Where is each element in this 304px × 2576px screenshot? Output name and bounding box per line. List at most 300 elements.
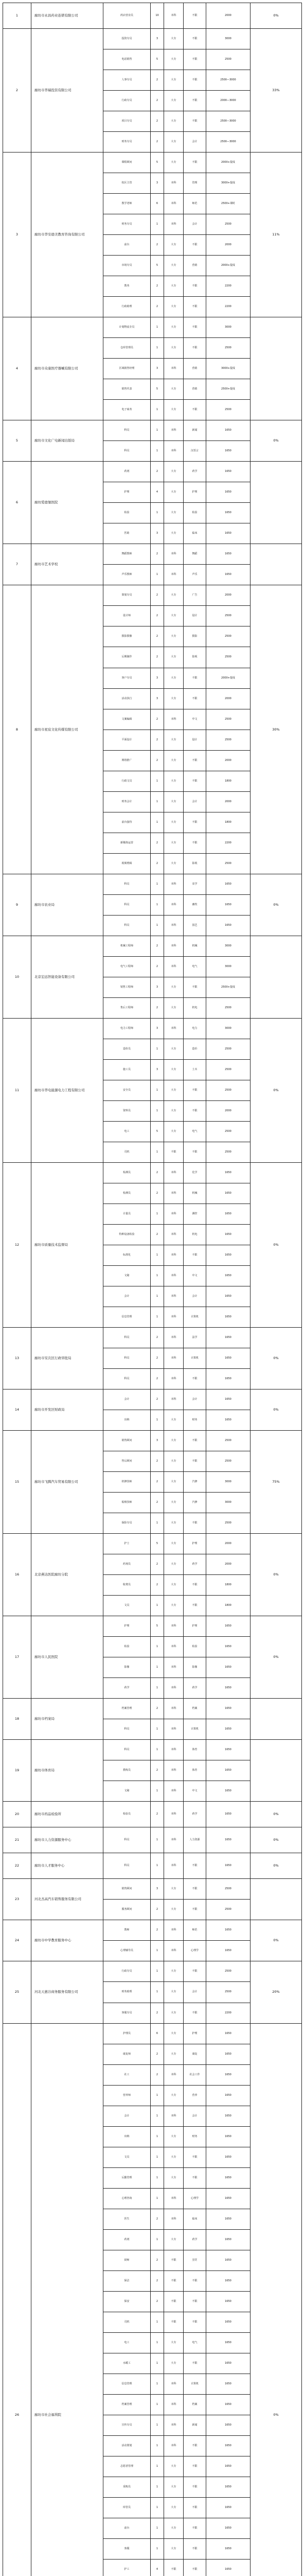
ratio-cell: 20% bbox=[251, 1961, 302, 2023]
table-row bbox=[3, 1853, 302, 1879]
ratio-cell: 0% bbox=[251, 1616, 302, 1699]
major-cell: 临床 bbox=[184, 523, 206, 544]
education-cell: 大专 bbox=[164, 70, 184, 91]
education-cell: 本科 bbox=[164, 2435, 184, 2456]
salary-cell: 1650 bbox=[206, 2147, 251, 2167]
salary-cell: 1650 bbox=[206, 1224, 251, 1245]
education-cell: 本科 bbox=[164, 1286, 184, 1307]
count-cell: 1 bbox=[151, 791, 164, 812]
education-cell: 本科 bbox=[164, 1348, 184, 1369]
count-cell: 1 bbox=[151, 2394, 164, 2415]
education-cell: 本科 bbox=[164, 194, 184, 214]
education-cell: 不限 bbox=[164, 2559, 184, 2576]
position-cell: 护工 bbox=[103, 2559, 151, 2576]
major-cell: 不限 bbox=[184, 111, 206, 132]
count-cell: 5 bbox=[151, 1121, 164, 1142]
company-name: 廊坊市药品检验所 bbox=[31, 1802, 103, 1827]
count-cell: 1 bbox=[151, 915, 164, 936]
salary-cell: 1650 bbox=[206, 2559, 251, 2576]
major-cell: 不限 bbox=[184, 1879, 206, 1900]
position-cell: 司机 bbox=[103, 2312, 151, 2332]
count-cell: 3 bbox=[151, 29, 164, 49]
major-cell: 护理 bbox=[184, 482, 206, 503]
education-cell: 本科 bbox=[164, 1920, 184, 1941]
major-cell: 计算机 bbox=[184, 1307, 206, 1327]
major-cell: 不限 bbox=[184, 29, 206, 49]
position-cell: 药剂员 bbox=[103, 1554, 151, 1575]
major-cell: 影像 bbox=[184, 1657, 206, 1678]
position-cell: 策划专员 bbox=[103, 585, 151, 606]
count-cell: 1 bbox=[151, 1719, 164, 1740]
count-cell: 1 bbox=[151, 565, 164, 585]
major-cell: 不限 bbox=[184, 1451, 206, 1472]
count-cell: 2 bbox=[151, 1328, 164, 1348]
position-cell: 造价员 bbox=[103, 1039, 151, 1059]
count-cell: 1 bbox=[151, 1410, 164, 1431]
position-cell: 视频剪辑 bbox=[103, 853, 151, 874]
position-cell: 医助 bbox=[103, 523, 151, 544]
ratio-cell: 0% bbox=[251, 1018, 302, 1162]
position-cell: 科员 bbox=[103, 915, 151, 936]
salary-cell: 1650 bbox=[206, 2477, 251, 2497]
salary-cell: 1650 bbox=[206, 1827, 251, 1853]
salary-cell: 1650 bbox=[206, 565, 251, 585]
position-cell: 机械工程师 bbox=[103, 936, 151, 956]
education-cell: 本科 bbox=[164, 1204, 184, 1224]
major-cell: 影视 bbox=[184, 853, 206, 874]
position-cell: 会计 bbox=[103, 2106, 151, 2126]
count-cell: 1 bbox=[151, 1265, 164, 1286]
table-body bbox=[3, 3, 302, 2576]
salary-cell: 2000—3000 bbox=[206, 91, 251, 111]
position-cell: 宣传专员 bbox=[103, 2415, 151, 2435]
company-name: 廊坊市开发区财政局 bbox=[31, 1389, 103, 1431]
salary-cell: 1650 bbox=[206, 2456, 251, 2477]
education-cell: 本科 bbox=[164, 1018, 184, 1039]
position-cell: 文员 bbox=[103, 1596, 151, 1616]
ratio-cell: 0% bbox=[251, 1802, 302, 1827]
education-cell: 大专 bbox=[164, 688, 184, 709]
position-cell: 文秘 bbox=[103, 1781, 151, 1802]
salary-cell: 1650 bbox=[206, 544, 251, 565]
salary-cell: 1650 bbox=[206, 1286, 251, 1307]
education-cell: 本科 bbox=[164, 420, 184, 441]
education-cell: 本科 bbox=[164, 359, 184, 379]
education-cell: 大专 bbox=[164, 977, 184, 997]
row-index: 13 bbox=[3, 1328, 31, 1389]
major-cell: 护理 bbox=[184, 2023, 206, 2044]
education-cell: 不限 bbox=[164, 2291, 184, 2312]
company-name: 廊坊市艺术学校 bbox=[31, 544, 103, 585]
ratio-cell: 0% bbox=[251, 1920, 302, 1961]
major-cell: 电气 bbox=[184, 2332, 206, 2353]
table-row bbox=[3, 462, 302, 482]
major-cell: 计算机 bbox=[184, 1719, 206, 1740]
ratio-cell: 0% bbox=[251, 1827, 302, 1853]
position-cell: 科员 bbox=[103, 441, 151, 462]
salary-cell: 1650 bbox=[206, 2518, 251, 2538]
major-cell: 不限 bbox=[184, 338, 206, 359]
education-cell: 本科 bbox=[164, 1616, 184, 1637]
salary-cell: 1650 bbox=[206, 1616, 251, 1637]
major-cell: 中文 bbox=[184, 1265, 206, 1286]
position-cell: 设计师 bbox=[103, 606, 151, 626]
count-cell: 6 bbox=[151, 2023, 164, 2044]
ratio-cell: 30% bbox=[251, 585, 302, 874]
education-cell: 大专 bbox=[164, 2477, 184, 2497]
position-cell: 社工 bbox=[103, 2064, 151, 2085]
salary-cell: 2500 bbox=[206, 730, 251, 750]
education-cell: 大专 bbox=[164, 812, 184, 833]
salary-cell: 2500 bbox=[206, 1059, 251, 1080]
count-cell: 1 bbox=[151, 1982, 164, 2003]
major-cell: 师范 bbox=[184, 194, 206, 214]
salary-cell: 2000 bbox=[206, 1534, 251, 1554]
major-cell: 不限 bbox=[184, 1100, 206, 1121]
education-cell: 本科 bbox=[164, 1781, 184, 1802]
major-cell: 不限 bbox=[184, 297, 206, 317]
position-cell: 行政文员 bbox=[103, 771, 151, 791]
count-cell: 1 bbox=[151, 441, 164, 462]
count-cell: 4 bbox=[151, 482, 164, 503]
salary-cell: 1650 bbox=[206, 2435, 251, 2456]
salary-cell: 2500 bbox=[206, 1961, 251, 1982]
count-cell: 3 bbox=[151, 1431, 164, 1451]
major-cell: 不限 bbox=[184, 2477, 206, 2497]
count-cell: 4 bbox=[151, 2559, 164, 2576]
ratio-cell bbox=[251, 317, 302, 420]
position-cell: 文秘 bbox=[103, 1265, 151, 1286]
major-cell: 不限 bbox=[184, 152, 206, 173]
salary-cell: 2200 bbox=[206, 297, 251, 317]
count-cell: 1 bbox=[151, 1100, 164, 1121]
table-row bbox=[3, 874, 302, 894]
major-cell: 不限 bbox=[184, 2518, 206, 2538]
salary-cell: 1650 bbox=[206, 1802, 251, 1827]
major-cell: 机械 bbox=[184, 1183, 206, 1204]
salary-cell: 2200 bbox=[206, 2003, 251, 2023]
position-cell: 电子商务 bbox=[103, 400, 151, 420]
ratio-cell bbox=[251, 1740, 302, 1802]
position-cell: 网络推广 bbox=[103, 750, 151, 771]
major-cell: 护理 bbox=[184, 1616, 206, 1637]
education-cell: 大专 bbox=[164, 750, 184, 771]
count-cell: 1 bbox=[151, 812, 164, 833]
salary-cell: 2500 bbox=[206, 853, 251, 874]
position-cell: 新媒体运营 bbox=[103, 833, 151, 853]
position-cell: 文员 bbox=[103, 2147, 151, 2167]
salary-cell: 2500 bbox=[206, 606, 251, 626]
row-index: 21 bbox=[3, 1827, 31, 1853]
salary-cell: 1650 bbox=[206, 2167, 251, 2188]
education-cell: 本科 bbox=[164, 956, 184, 977]
major-cell: 不限 bbox=[184, 2559, 206, 2576]
education-cell: 大专 bbox=[164, 2126, 184, 2147]
position-cell: 行政助理 bbox=[103, 297, 151, 317]
education-cell: 大专 bbox=[164, 2003, 184, 2023]
position-cell: 活动执行 bbox=[103, 688, 151, 709]
salary-cell: 3000+提成 bbox=[206, 173, 251, 194]
major-cell: 会计 bbox=[184, 214, 206, 235]
education-cell: 大专 bbox=[164, 1900, 184, 1920]
education-cell: 大专 bbox=[164, 1961, 184, 1982]
major-cell: 不限 bbox=[184, 1369, 206, 1389]
position-cell: 科员 bbox=[103, 1719, 151, 1740]
education-cell: 本科 bbox=[164, 565, 184, 585]
count-cell: 2 bbox=[151, 2044, 164, 2064]
education-cell: 大专 bbox=[164, 2497, 184, 2518]
major-cell: 不限 bbox=[184, 3, 206, 29]
ratio-cell bbox=[251, 936, 302, 1018]
education-cell: 本科 bbox=[164, 2188, 184, 2209]
position-cell: 平面设计 bbox=[103, 730, 151, 750]
position-cell: 心理辅导员 bbox=[103, 1941, 151, 1961]
position-cell: 财务会计 bbox=[103, 791, 151, 812]
position-cell: 医生 bbox=[103, 2209, 151, 2229]
salary-cell: 1650 bbox=[206, 1853, 251, 1879]
count-cell: 2 bbox=[151, 1760, 164, 1781]
major-cell: 舞蹈 bbox=[184, 544, 206, 565]
education-cell: 大专 bbox=[164, 647, 184, 668]
ratio-cell: 0% bbox=[251, 874, 302, 936]
company-name: 廊坊市华安德美教育咨询有限公司 bbox=[31, 152, 103, 317]
company-name: 廊坊市文化广电新闻出版局 bbox=[31, 420, 103, 462]
major-cell: 新闻 bbox=[184, 2415, 206, 2435]
count-cell: 2 bbox=[151, 2003, 164, 2023]
education-cell: 本科 bbox=[164, 2415, 184, 2435]
count-cell: 1 bbox=[151, 1781, 164, 1802]
table-row bbox=[3, 1534, 302, 1554]
major-cell: 会计 bbox=[184, 1286, 206, 1307]
position-cell: 校区主管 bbox=[103, 173, 151, 194]
salary-cell: 1650 bbox=[206, 2126, 251, 2147]
count-cell: 1 bbox=[151, 1245, 164, 1265]
major-cell: 社会工作 bbox=[184, 2064, 206, 2085]
count-cell: 1 bbox=[151, 2456, 164, 2477]
salary-cell: 1650 bbox=[206, 1348, 251, 1369]
education-cell: 本科 bbox=[164, 3, 184, 29]
table-row bbox=[3, 1616, 302, 1637]
count-cell: 2 bbox=[151, 1554, 164, 1575]
major-cell: 电气 bbox=[184, 1121, 206, 1142]
position-cell: 教师 bbox=[103, 1920, 151, 1941]
count-cell: 2 bbox=[151, 853, 164, 874]
count-cell: 2 bbox=[151, 626, 164, 647]
count-cell: 2 bbox=[151, 1699, 164, 1719]
count-cell: 1 bbox=[151, 1513, 164, 1534]
major-cell: 中文 bbox=[184, 709, 206, 730]
table-row bbox=[3, 2023, 302, 2044]
count-cell: 5 bbox=[151, 49, 164, 70]
salary-cell: 1800 bbox=[206, 812, 251, 833]
position-cell: 司机 bbox=[103, 1142, 151, 1162]
salary-cell: 3000 bbox=[206, 317, 251, 338]
count-cell: 2 bbox=[151, 235, 164, 256]
major-cell: 不限 bbox=[184, 2167, 206, 2188]
count-cell: 3 bbox=[151, 977, 164, 997]
education-cell: 本科 bbox=[164, 1719, 184, 1740]
major-cell: 体育 bbox=[184, 1740, 206, 1760]
major-cell: 化学 bbox=[184, 1162, 206, 1183]
count-cell: 5 bbox=[151, 1616, 164, 1637]
position-cell: 标准化 bbox=[103, 1245, 151, 1265]
education-cell: 本科 bbox=[164, 441, 184, 462]
salary-cell: 1650 bbox=[206, 2353, 251, 2374]
table-row bbox=[3, 1699, 302, 1719]
position-cell: 科员 bbox=[103, 1348, 151, 1369]
count-cell: 2 bbox=[151, 70, 164, 91]
count-cell: 1 bbox=[151, 317, 164, 338]
salary-cell: 2500 bbox=[206, 1080, 251, 1100]
education-cell: 大专 bbox=[164, 338, 184, 359]
row-index: 25 bbox=[3, 1961, 31, 2023]
count-cell: 2 bbox=[151, 276, 164, 297]
position-cell: 出纳 bbox=[103, 2126, 151, 2147]
company-name: 廊坊市永昌药业连锁有限公司 bbox=[31, 3, 103, 29]
position-cell: 财务专员 bbox=[103, 214, 151, 235]
education-cell: 大专 bbox=[164, 132, 184, 152]
education-cell: 大专 bbox=[164, 276, 184, 297]
salary-cell: 2500 bbox=[206, 338, 251, 359]
salary-cell: 1650 bbox=[206, 1941, 251, 1961]
position-cell: 护理 bbox=[103, 1616, 151, 1637]
major-cell: 不限 bbox=[184, 688, 206, 709]
salary-cell: 2000 bbox=[206, 1100, 251, 1121]
major-cell: 不限 bbox=[184, 235, 206, 256]
salary-cell: 1650 bbox=[206, 2270, 251, 2291]
major-cell: 声乐 bbox=[184, 565, 206, 585]
count-cell: 1 bbox=[151, 1637, 164, 1657]
count-cell: 2 bbox=[151, 2270, 164, 2291]
salary-cell: 1650 bbox=[206, 2291, 251, 2312]
salary-cell: 2500 bbox=[206, 647, 251, 668]
major-cell: 新闻 bbox=[184, 420, 206, 441]
count-cell: 1 bbox=[151, 1827, 164, 1853]
salary-cell: 1650 bbox=[206, 441, 251, 462]
row-index: 7 bbox=[3, 544, 31, 585]
major-cell: 不限 bbox=[184, 833, 206, 853]
education-cell: 本科 bbox=[164, 709, 184, 730]
education-cell: 大专 bbox=[164, 1879, 184, 1900]
salary-cell: 2000 bbox=[206, 750, 251, 771]
salary-cell: 1650 bbox=[206, 2085, 251, 2106]
education-cell: 本科 bbox=[164, 1224, 184, 1245]
position-cell: 电话销售 bbox=[103, 49, 151, 70]
table-row bbox=[3, 29, 302, 49]
salary-cell: 1650 bbox=[206, 1637, 251, 1657]
company-name: 廊坊市星宸文化传媒有限公司 bbox=[31, 585, 103, 874]
count-cell: 3 bbox=[151, 523, 164, 544]
count-cell: 1 bbox=[151, 2518, 164, 2538]
salary-cell: 1650 bbox=[206, 915, 251, 936]
count-cell: 3 bbox=[151, 1879, 164, 1900]
position-cell: 电气工程师 bbox=[103, 956, 151, 977]
count-cell: 2 bbox=[151, 936, 164, 956]
position-cell: 财务专员 bbox=[103, 132, 151, 152]
table-row bbox=[3, 1431, 302, 1451]
count-cell: 1 bbox=[151, 1941, 164, 1961]
education-cell: 大专 bbox=[164, 91, 184, 111]
count-cell: 2 bbox=[151, 2291, 164, 2312]
salary-cell: 1650 bbox=[206, 2374, 251, 2394]
salary-cell: 1650 bbox=[206, 1410, 251, 1431]
position-cell: 营养师 bbox=[103, 2085, 151, 2106]
ratio-cell bbox=[251, 1879, 302, 1920]
major-cell: 会计 bbox=[184, 2106, 206, 2126]
major-cell: 不限 bbox=[184, 2003, 206, 2023]
major-cell: 电气 bbox=[184, 956, 206, 977]
row-index: 12 bbox=[3, 1162, 31, 1327]
table-row bbox=[3, 1162, 302, 1183]
major-cell: 不限 bbox=[184, 49, 206, 70]
row-index: 8 bbox=[3, 585, 31, 874]
major-cell: 药学 bbox=[184, 1554, 206, 1575]
position-cell: 项目专员 bbox=[103, 111, 151, 132]
salary-cell: 1800 bbox=[206, 1575, 251, 1596]
count-cell: 2 bbox=[151, 833, 164, 853]
table-row bbox=[3, 1389, 302, 1410]
major-cell: 农学 bbox=[184, 874, 206, 894]
education-cell: 本科 bbox=[164, 2374, 184, 2394]
education-cell: 大专 bbox=[164, 853, 184, 874]
position-cell: 区域销售经理 bbox=[103, 359, 151, 379]
education-cell: 大专 bbox=[164, 1596, 184, 1616]
ratio-cell: 0% bbox=[251, 2023, 302, 2576]
count-cell: 2 bbox=[151, 585, 164, 606]
company-name: 廊坊市档案局 bbox=[31, 1699, 103, 1740]
major-cell: 中文 bbox=[184, 1781, 206, 1802]
count-cell: 2 bbox=[151, 544, 164, 565]
row-index: 2 bbox=[3, 29, 31, 152]
major-cell: 营销 bbox=[184, 359, 206, 379]
row-index: 11 bbox=[3, 1018, 31, 1162]
education-cell: 大专 bbox=[164, 833, 184, 853]
count-cell: 1 bbox=[151, 2188, 164, 2209]
education-cell: 大专 bbox=[164, 317, 184, 338]
major-cell: 不限 bbox=[184, 317, 206, 338]
position-cell: 会计 bbox=[103, 1286, 151, 1307]
education-cell: 本科 bbox=[164, 894, 184, 915]
row-index: 26 bbox=[3, 2023, 31, 2576]
major-cell: 会计 bbox=[184, 791, 206, 812]
ratio-cell: 33% bbox=[251, 29, 302, 152]
major-cell: 摄影 bbox=[184, 626, 206, 647]
position-cell: 售后工程师 bbox=[103, 997, 151, 1018]
education-cell: 大专 bbox=[164, 2085, 184, 2106]
salary-cell: 2500 bbox=[206, 626, 251, 647]
table-row bbox=[3, 3, 302, 29]
row-index: 22 bbox=[3, 1853, 31, 1879]
company-name: 北京燕达医院廊坊分院 bbox=[31, 1534, 103, 1616]
position-cell: 教务 bbox=[103, 276, 151, 297]
count-cell: 2 bbox=[151, 1920, 164, 1941]
position-cell: 施工员 bbox=[103, 1059, 151, 1080]
count-cell: 1 bbox=[151, 1039, 164, 1059]
major-cell: 不限 bbox=[184, 1900, 206, 1920]
row-index: 10 bbox=[3, 936, 31, 1018]
count-cell: 2 bbox=[151, 2209, 164, 2229]
major-cell: 不限 bbox=[184, 2147, 206, 2167]
position-cell: 客服专员 bbox=[103, 2003, 151, 2023]
major-cell: 土木 bbox=[184, 1059, 206, 1080]
count-cell: 1 bbox=[151, 771, 164, 791]
company-name: 廊坊市中学教育服务中心 bbox=[31, 1920, 103, 1961]
position-cell: 人事专员 bbox=[103, 70, 151, 91]
row-index: 16 bbox=[3, 1534, 31, 1616]
education-cell: 本科 bbox=[164, 1657, 184, 1678]
education-cell: 大专 bbox=[164, 668, 184, 688]
position-cell: 科员 bbox=[103, 1853, 151, 1879]
